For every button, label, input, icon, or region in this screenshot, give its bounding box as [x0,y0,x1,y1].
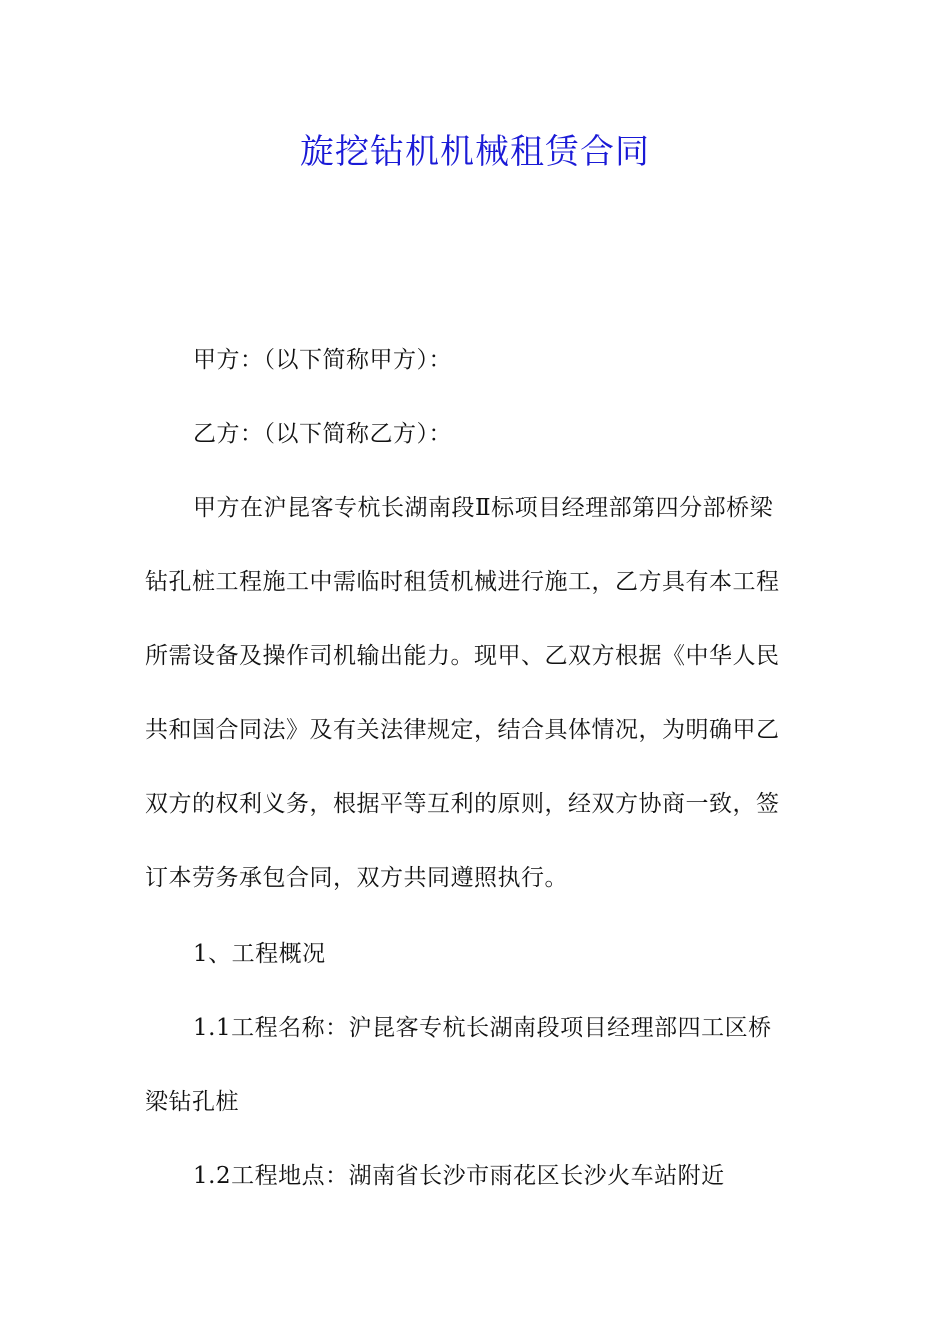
section-1-1-line: 梁钻孔桩 [145,1089,239,1115]
party-a-paragraph [145,323,805,397]
section-1-1-paragraph [145,991,805,1139]
section-1-1-line: 1.1工程名称：沪昆客专杭长湖南段项目经理部四工区桥 [193,1015,772,1041]
intro-paragraph [145,471,805,915]
section-heading-line: 1、工程概况 [193,941,326,967]
intro-line: 共和国合同法》及有关法律规定，结合具体情况，为明确甲乙 [145,717,780,743]
intro-line: 钻孔桩工程施工中需临时租赁机械进行施工，乙方具有本工程 [145,569,780,595]
section-1-2-paragraph [145,1139,805,1213]
intro-line: 甲方在沪昆客专杭长湖南段Ⅱ标项目经理部第四分部桥梁 [193,495,774,521]
intro-line: 双方的权利义务，根据平等互利的原则，经双方协商一致，签 [145,791,780,817]
intro-line: 所需设备及操作司机输出能力。现甲、乙双方根据《中华人民 [145,643,780,669]
party-b-paragraph [145,397,805,471]
intro-line: 订本劳务承包合同，双方共同遵照执行。 [145,865,568,891]
party-b-line: 乙方：（以下简称乙方）： [193,421,452,447]
section-1-2-line: 1.2工程地点：湖南省长沙市雨花区长沙火车站附近 [193,1163,725,1189]
document-title: 旋挖钻机机械租赁合同 [300,132,650,172]
party-a-line: 甲方：（以下简称甲方）： [193,347,452,373]
section-1-heading [145,917,805,991]
